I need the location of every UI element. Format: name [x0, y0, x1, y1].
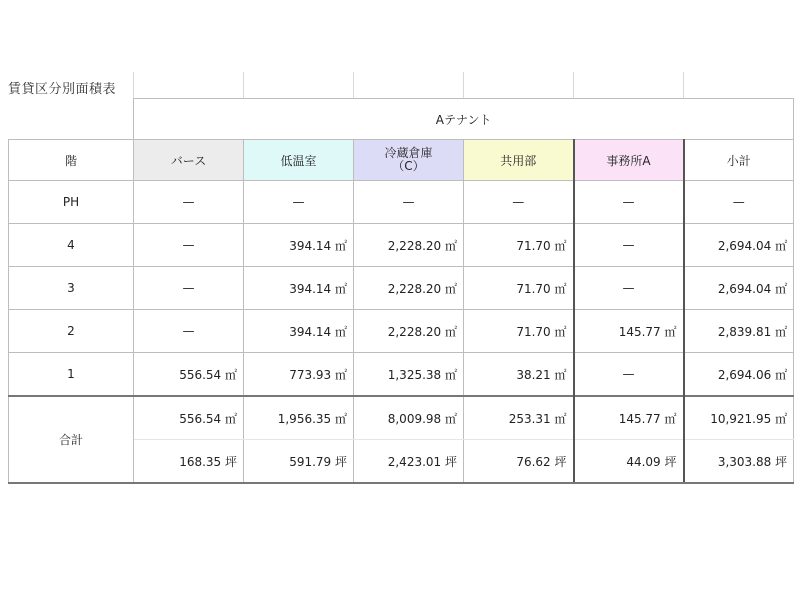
cold-storage-header-line1: 冷蔵倉庫: [384, 146, 433, 160]
office-a-cell: 145.77 ㎡: [574, 310, 684, 353]
total-office-a-sqm: 145.77 ㎡: [574, 396, 684, 440]
table-title: 賃貸区分別面積表: [8, 82, 117, 97]
berth-cell: —: [134, 181, 244, 224]
floor-cell: PH: [9, 181, 134, 224]
total-office-a-tsubo: 44.09 坪: [574, 440, 684, 484]
table-row: [9, 310, 794, 353]
cold-storage-cell: 2,228.20 ㎡: [354, 267, 464, 310]
office-a-cell: —: [574, 353, 684, 397]
total-low-temp-tsubo: 591.79 坪: [244, 440, 354, 484]
floor-cell: 3: [9, 267, 134, 310]
cold-storage-cell: 2,228.20 ㎡: [354, 224, 464, 267]
floor-cell: 2: [9, 310, 134, 353]
berth-cell: —: [134, 224, 244, 267]
cold-storage-cell: —: [354, 181, 464, 224]
floor-cell: 4: [9, 224, 134, 267]
table-row: [9, 181, 794, 224]
subtotal-cell: 2,839.81 ㎡: [684, 310, 794, 353]
subtotal-cell: —: [684, 181, 794, 224]
cold-storage-cell: 1,325.38 ㎡: [354, 353, 464, 397]
low-temp-cell: 394.14 ㎡: [244, 224, 354, 267]
total-berth-tsubo: 168.35 坪: [134, 440, 244, 484]
office-a-header: 事務所A: [574, 140, 684, 181]
low-temp-cell: 394.14 ㎡: [244, 267, 354, 310]
cold-storage-cell: 2,228.20 ㎡: [354, 310, 464, 353]
low-temp-cell: 394.14 ㎡: [244, 310, 354, 353]
subtotal-cell: 2,694.04 ㎡: [684, 224, 794, 267]
table-row: [9, 267, 794, 310]
floor-cell: 1: [9, 353, 134, 397]
common-area-cell: 71.70 ㎡: [464, 310, 574, 353]
total-sqm-row: [9, 396, 794, 440]
total-cold-storage-tsubo: 2,423.01 坪: [354, 440, 464, 484]
berth-cell: —: [134, 310, 244, 353]
total-label: 合計: [9, 396, 134, 483]
total-cold-storage-sqm: 8,009.98 ㎡: [354, 396, 464, 440]
table-row: [9, 353, 794, 397]
total-common-area-tsubo: 76.62 坪: [464, 440, 574, 484]
table-row: [9, 224, 794, 267]
total-subtotal-tsubo: 3,303.88 坪: [684, 440, 794, 484]
common-area-cell: 38.21 ㎡: [464, 353, 574, 397]
floor-header: 階: [9, 140, 134, 181]
area-table: [8, 98, 794, 484]
common-area-cell: —: [464, 181, 574, 224]
berth-header: バース: [134, 140, 244, 181]
total-common-area-sqm: 253.31 ㎡: [464, 396, 574, 440]
office-a-cell: —: [574, 267, 684, 310]
low-temp-cell: —: [244, 181, 354, 224]
total-low-temp-sqm: 1,956.35 ㎡: [244, 396, 354, 440]
subtotal-cell: 2,694.06 ㎡: [684, 353, 794, 397]
berth-cell: 556.54 ㎡: [134, 353, 244, 397]
cold-storage-header: [354, 140, 464, 181]
subtotal-cell: 2,694.04 ㎡: [684, 267, 794, 310]
empty-corner-cell: [9, 99, 134, 140]
cold-storage-header-line2: （C）: [392, 159, 425, 173]
common-area-header: 共用部: [464, 140, 574, 181]
low-temp-header: 低温室: [244, 140, 354, 181]
common-area-cell: 71.70 ㎡: [464, 267, 574, 310]
header-gridlines: [8, 72, 793, 98]
column-header-row: [9, 140, 794, 181]
common-area-cell: 71.70 ㎡: [464, 224, 574, 267]
low-temp-cell: 773.93 ㎡: [244, 353, 354, 397]
total-berth-sqm: 556.54 ㎡: [134, 396, 244, 440]
tenant-header-row: [9, 99, 794, 140]
tenant-header: Aテナント: [134, 99, 794, 140]
berth-cell: —: [134, 267, 244, 310]
office-a-cell: —: [574, 224, 684, 267]
office-a-cell: —: [574, 181, 684, 224]
total-subtotal-sqm: 10,921.95 ㎡: [684, 396, 794, 440]
subtotal-header: 小計: [684, 140, 794, 181]
